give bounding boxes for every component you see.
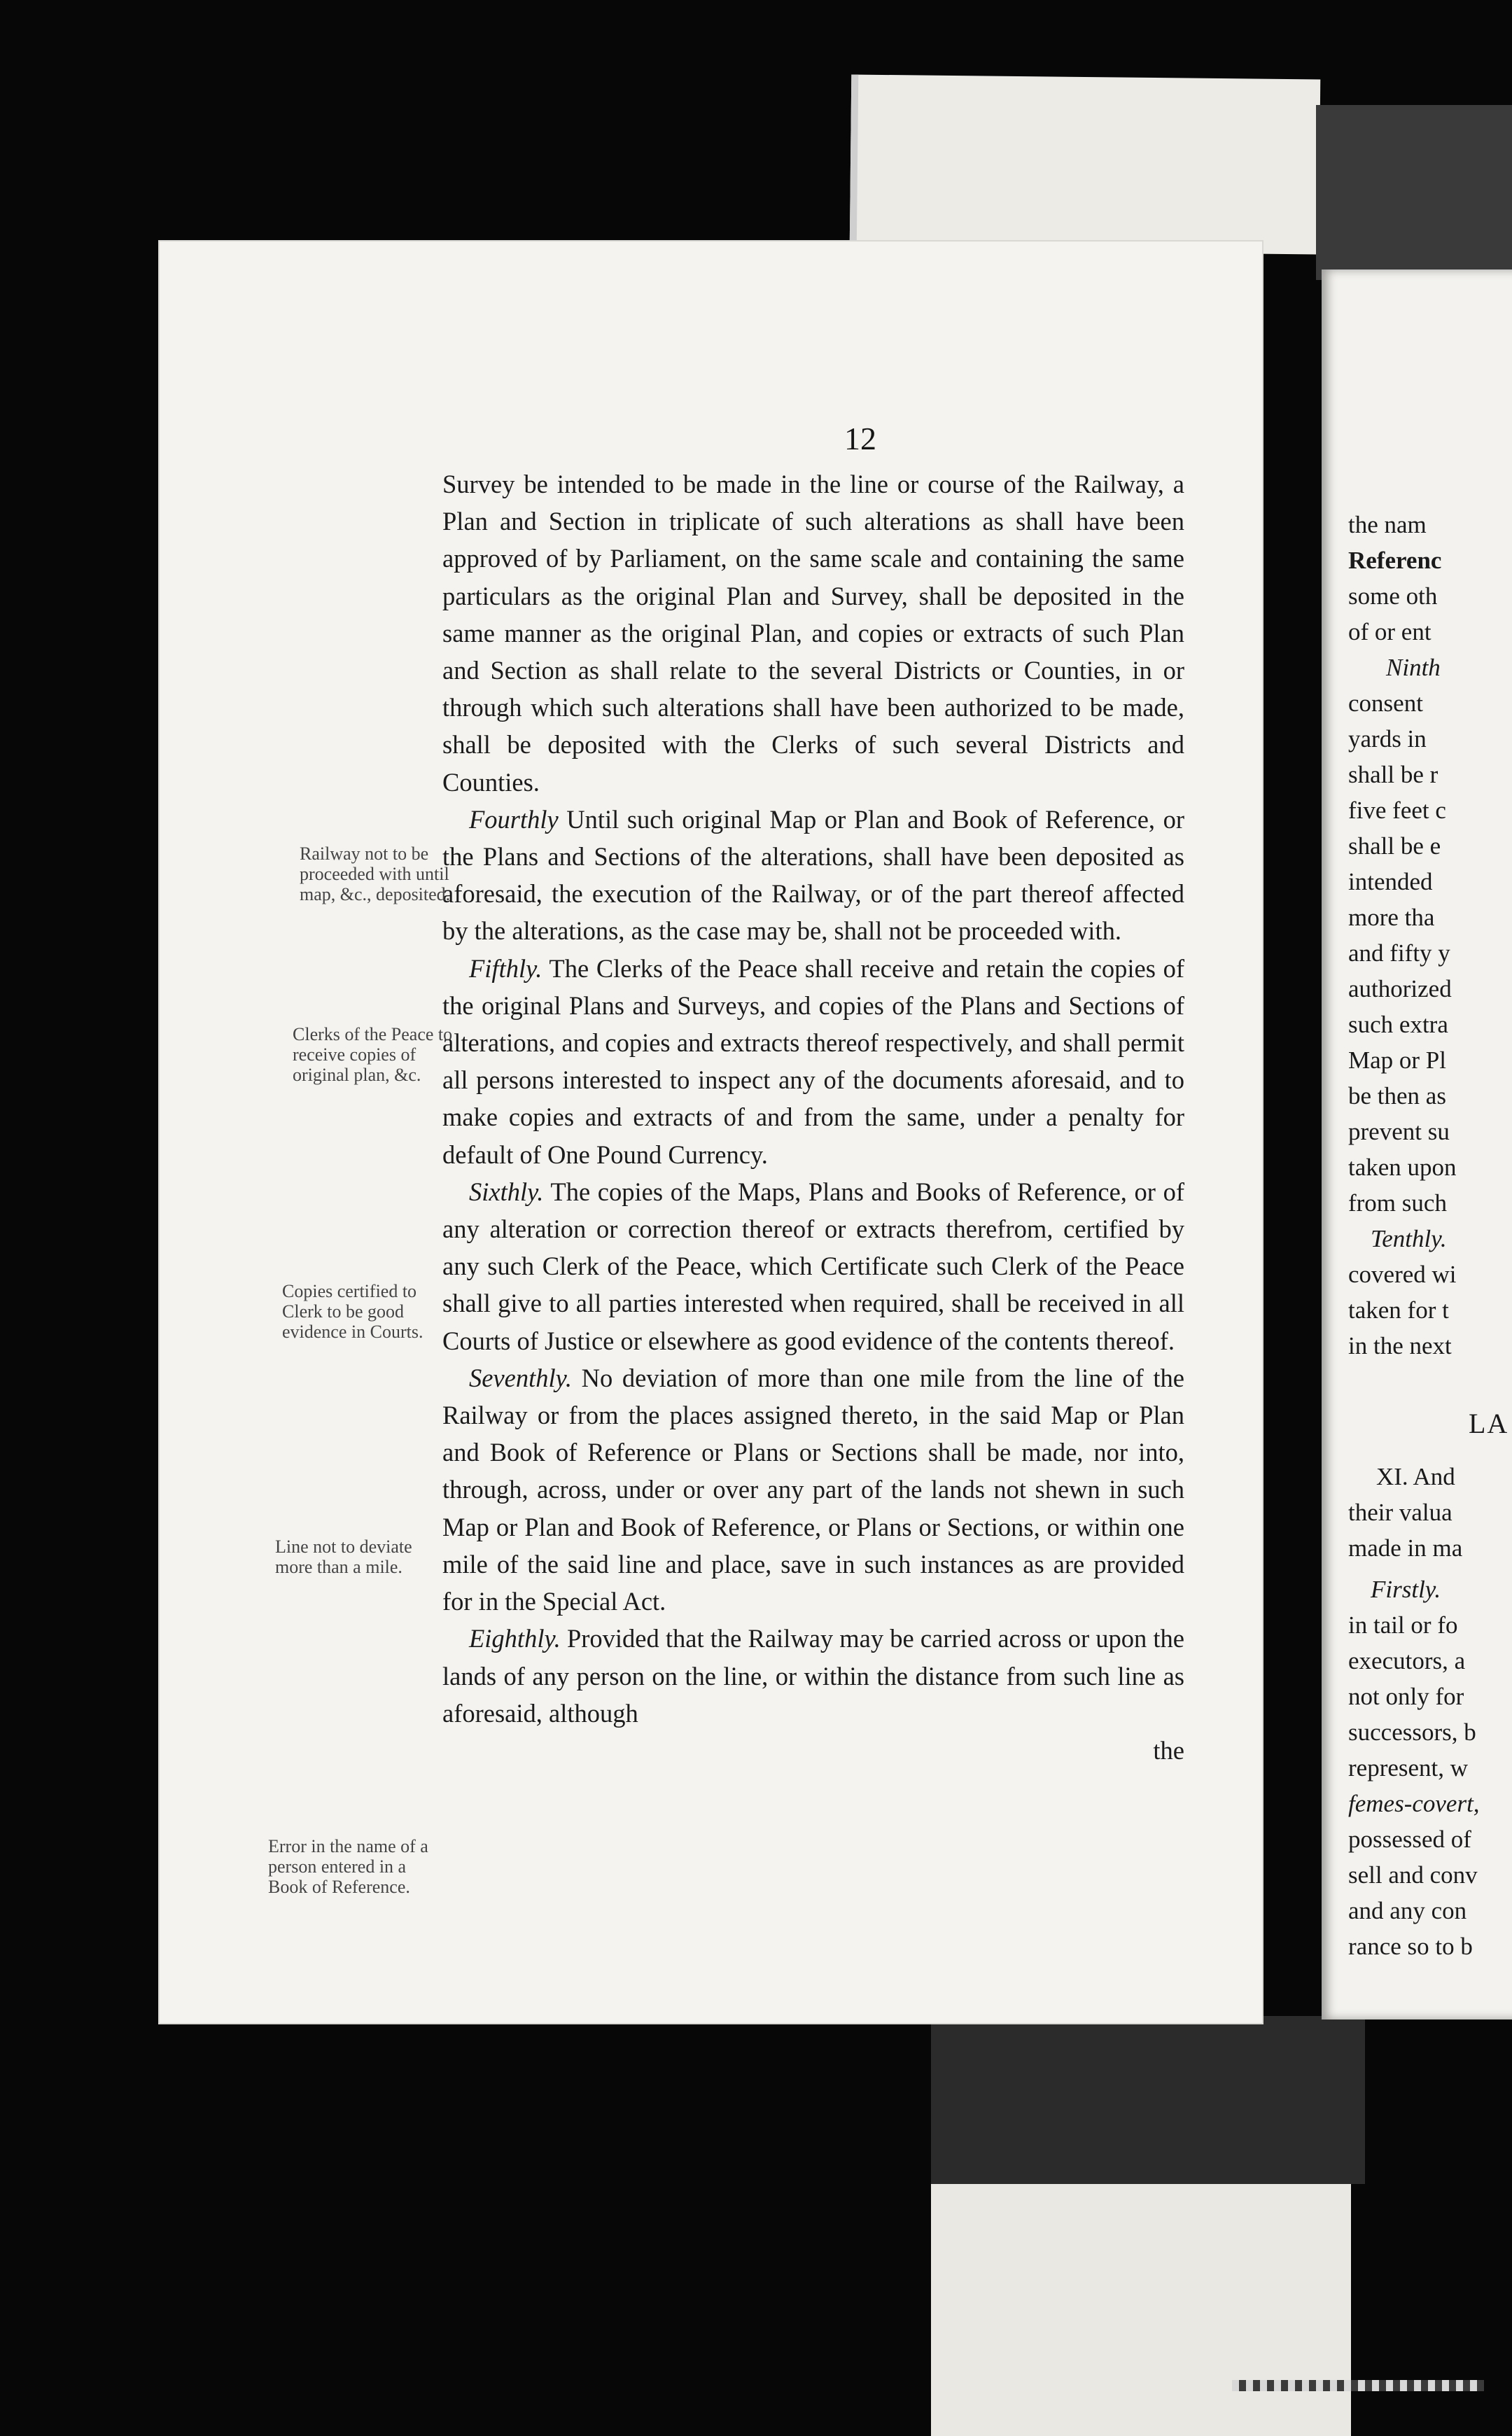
facing-line: XI. And <box>1376 1463 1455 1490</box>
facing-line: yards in <box>1348 725 1427 752</box>
facing-line: Ninth <box>1386 654 1441 681</box>
book-edge-bottom-shadow <box>931 2016 1365 2184</box>
paragraph-eighthly <box>442 1620 1184 1732</box>
facing-line: in the next <box>1348 1332 1452 1359</box>
facing-line: the nam <box>1348 511 1427 538</box>
facing-line: Referenc <box>1348 547 1442 574</box>
facing-line: consent <box>1348 690 1423 717</box>
facing-line: rance so to b <box>1348 1933 1473 1960</box>
facing-line: intended <box>1348 868 1433 895</box>
facing-line: taken upon <box>1348 1154 1457 1181</box>
paragraph-lead: Eighthly. <box>469 1624 561 1653</box>
facing-line: Firstly. <box>1371 1576 1441 1603</box>
page-number: 12 <box>844 421 876 456</box>
facing-line: Tenthly. <box>1371 1225 1447 1252</box>
facing-line: shall be r <box>1348 761 1438 788</box>
catchword: the <box>1153 1735 1184 1765</box>
page-body <box>442 465 1184 1769</box>
binding-beads <box>1232 2380 1484 2391</box>
paragraph-sixthly <box>442 1173 1184 1359</box>
facing-line: and fifty y <box>1348 939 1450 967</box>
margin-note: Line not to deviate more than a mile. <box>275 1536 412 1577</box>
opening-paragraph: Survey be intended to be made in the line or course of the Railway, a Plan and Section in triplicate of such alterations as shall have been approved of by Parliament, on the same scale and containing the same particulars as the original Plan and Survey, shall be deposited in the same manner as the original Plan, and copies or extracts of such Plan and Section as shall relate to the several Districts or Counties, in or through which such alterations shall have been authorized to be made, shall be deposited with the Clerks of such several Districts and Counties. <box>442 470 1184 797</box>
facing-line: femes-covert, <box>1348 1790 1480 1817</box>
facing-line: in tail or fo <box>1348 1611 1458 1639</box>
margin-note: Railway not to be proceeded with until map, &c., deposited. <box>300 844 451 904</box>
facing-line: successors, b <box>1348 1718 1476 1746</box>
facing-page <box>1322 270 1512 2019</box>
facing-line: represent, w <box>1348 1754 1469 1782</box>
facing-line: made in ma <box>1348 1534 1463 1562</box>
facing-line: five feet c <box>1348 797 1446 824</box>
facing-line: their valua <box>1348 1499 1452 1526</box>
paragraph-lead: Fourthly <box>469 804 559 834</box>
facing-line: taken for t <box>1348 1296 1449 1324</box>
facing-line: executors, a <box>1348 1647 1466 1674</box>
facing-line: from such <box>1348 1189 1447 1217</box>
book-page <box>160 241 1262 2023</box>
facing-line: of or ent <box>1348 618 1432 645</box>
paragraph-text: The Clerks of the Peace shall receive and retain the copies of the original Plans and Surveys, and copies of the Plans and Sections of alterations, and copies and extracts thereof respectively, and shall permit all persons interested to inspect any of the documents aforesaid, and to make copies and extracts of and from the same, under a penalty for default of One Pound Currency. <box>442 953 1185 1169</box>
facing-line: covered wi <box>1348 1261 1457 1288</box>
book-edge-bottom <box>931 2184 1351 2436</box>
facing-line: authorized <box>1348 975 1452 1002</box>
paragraph-lead: Fifthly. <box>469 953 542 983</box>
facing-line: Map or Pl <box>1348 1046 1446 1074</box>
facing-line: prevent su <box>1348 1118 1450 1145</box>
facing-line: sell and conv <box>1348 1861 1478 1889</box>
facing-line: not only for <box>1348 1683 1464 1710</box>
paragraph-text: Provided that the Railway may be carried across or upon the lands of any person on the line, or within the distance from such line as aforesaid, although <box>442 1624 1185 1728</box>
facing-line: and any con <box>1348 1897 1467 1924</box>
book-edge-top <box>850 74 1321 254</box>
margin-note: Error in the name of a person entered in a Book of Reference. <box>268 1836 428 1897</box>
paragraph-text: Until such original Map or Plan and Book of Reference, or the Plans and Sections of the alterations, shall have been deposited as aforesaid, the execution of the Railway, or of the part thereof affected by the alterations, as the case may be, shall not be proceeded with. <box>442 804 1184 946</box>
book-edge-top-right <box>1316 105 1512 280</box>
paragraph-lead: Seventhly. <box>469 1363 572 1392</box>
paragraph-fifthly <box>442 950 1184 1173</box>
paragraph-lead: Sixthly. <box>469 1177 544 1206</box>
facing-section-heading: LA <box>1469 1408 1509 1439</box>
paragraph-seventhly <box>442 1359 1184 1620</box>
margin-note: Clerks of the Peace to receive copies of original plan, &c. <box>293 1024 453 1085</box>
facing-line: such extra <box>1348 1011 1448 1038</box>
facing-line: be then as <box>1348 1082 1446 1110</box>
facing-line: shall be e <box>1348 832 1441 860</box>
paragraph-text: No deviation of more than one mile from the line of the Railway or from the places assigned thereto, in the said Map or Plan and Book of Reference or Plans or Sections shall be made, nor into, through, across, under or over any part of the lands not shewn in such Map or Plan and Book of Reference, or Plans or Sections, or within one mile of the said line and place, save in such instances as are provided for in the Special Act. <box>442 1363 1185 1616</box>
facing-line: some oth <box>1348 582 1438 610</box>
paragraph-text: The copies of the Maps, Plans and Books of Reference, or of any alteration or correction thereof or extracts therefrom, certified by any such Clerk of the Peace, which Certificate such Clerk of the Peace shall give to all parties interested when required, shall be received in all Courts of Justice or elsewhere as good evidence of the contents thereof. <box>442 1177 1184 1355</box>
facing-line: possessed of <box>1348 1826 1471 1853</box>
margin-note: Copies certified to Clerk to be good evidence in Courts. <box>282 1281 424 1342</box>
facing-line: more tha <box>1348 904 1435 931</box>
paragraph-fourthly <box>442 801 1184 950</box>
